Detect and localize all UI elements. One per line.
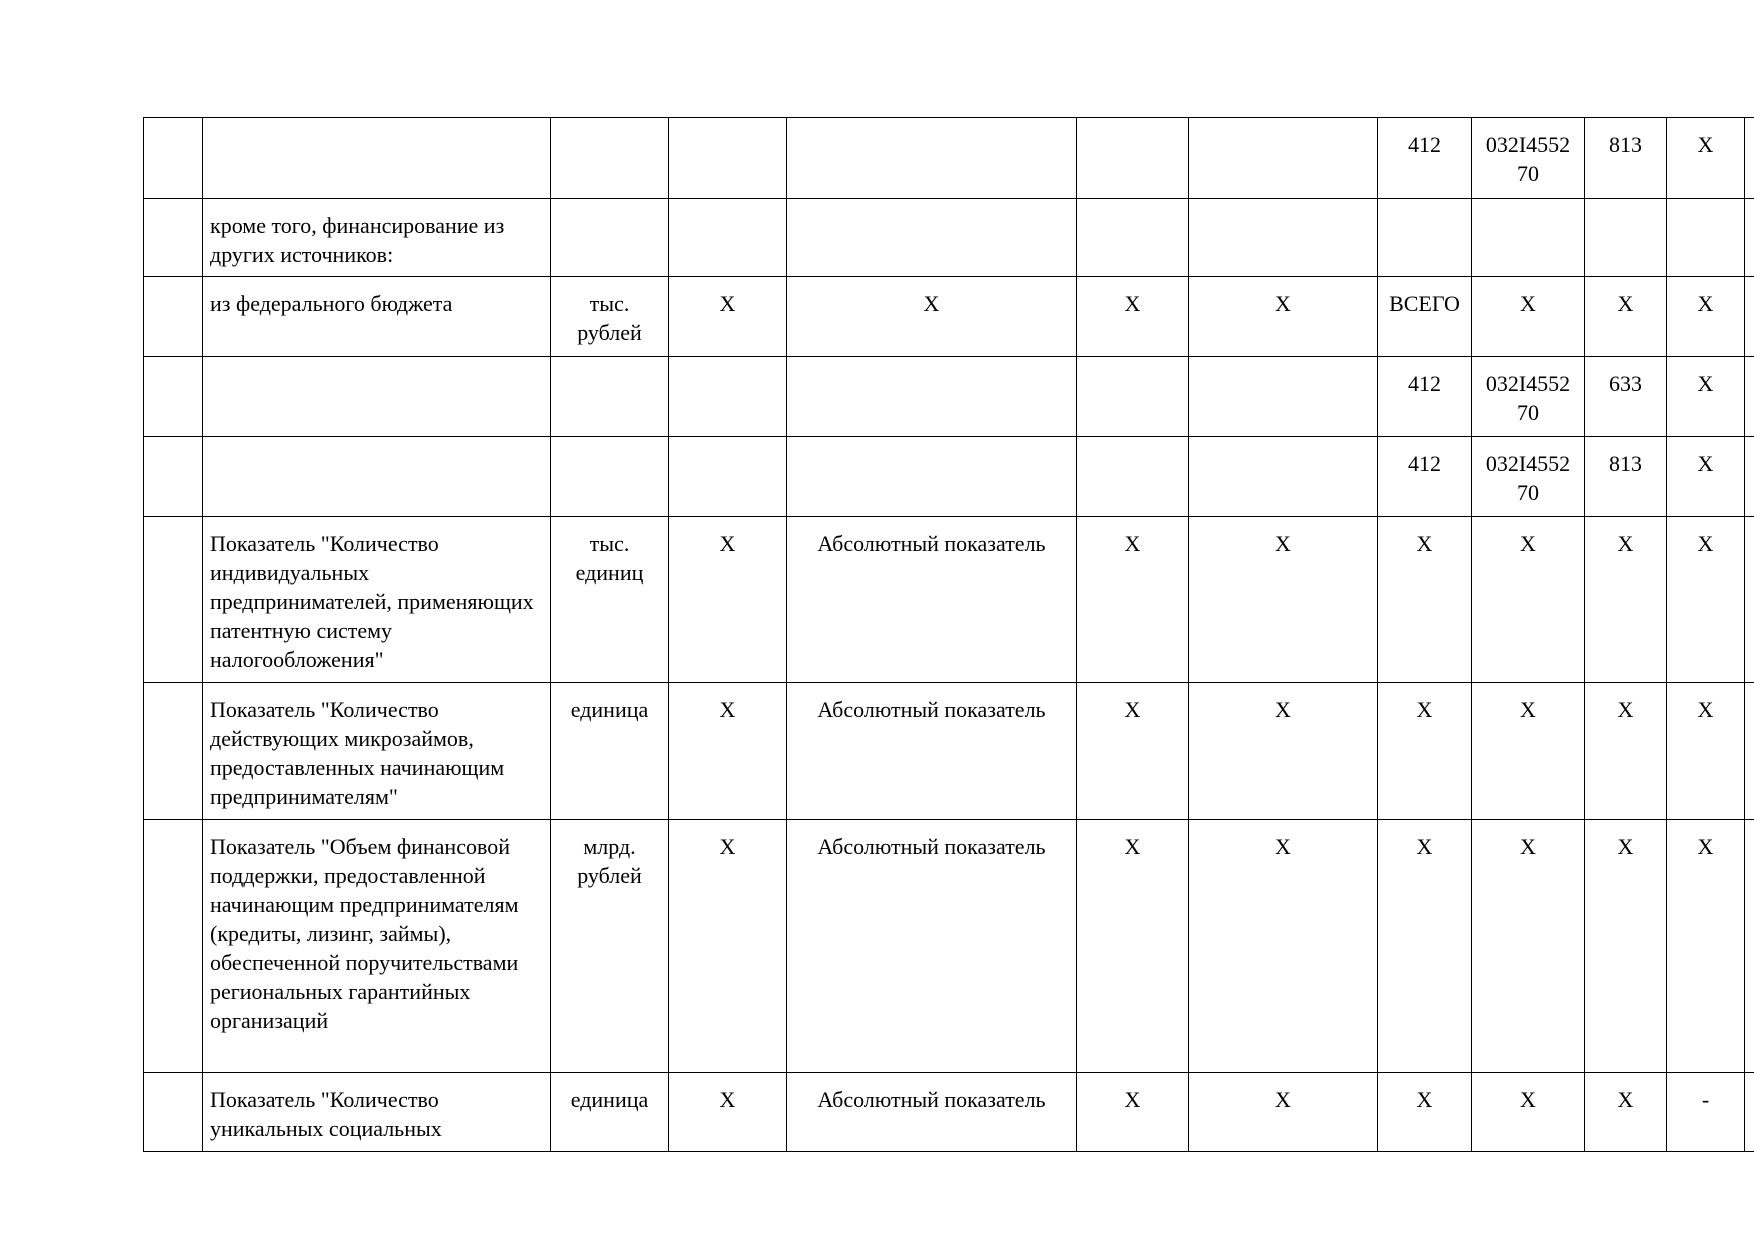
cell-c9: 813 [1585, 118, 1667, 199]
cell-num [144, 517, 203, 683]
cell-c7: 412 [1378, 357, 1472, 437]
cell-c7: X [1378, 1073, 1472, 1152]
cell-c8: X [1472, 517, 1585, 683]
cell-c10: X [1667, 357, 1745, 437]
cell-c3 [669, 357, 787, 437]
cell-c10: X [1667, 118, 1745, 199]
cell-c11 [1745, 1073, 1754, 1152]
cell-c3: X [669, 277, 787, 357]
cell-c5: X [1077, 277, 1189, 357]
cell-c9: 813 [1585, 437, 1667, 517]
cell-c5: X [1077, 820, 1189, 1073]
cell-name: Показатель "Количество действующих микрозаймов, предоставленных начинающим предпринимателям" [203, 683, 551, 820]
table-row [144, 199, 1754, 277]
cell-method [787, 357, 1077, 437]
cell-unit: млрд. рублей [551, 820, 669, 1073]
cell-c8: X [1472, 820, 1585, 1073]
cell-c6: X [1189, 517, 1378, 683]
cell-c6: X [1189, 277, 1378, 357]
cell-c7 [1378, 199, 1472, 277]
cell-unit [551, 118, 669, 199]
cell-c10: X [1667, 437, 1745, 517]
cell-method: Абсолютный показатель [787, 683, 1077, 820]
cell-c8: 032I4552 70 [1472, 437, 1585, 517]
cell-c5: X [1077, 683, 1189, 820]
cell-c3: X [669, 1073, 787, 1152]
cell-c7: X [1378, 517, 1472, 683]
cell-c3: X [669, 517, 787, 683]
table-row [144, 820, 1754, 1073]
cell-c9: X [1585, 1073, 1667, 1152]
cell-c3 [669, 437, 787, 517]
cell-unit [551, 357, 669, 437]
cell-c6: X [1189, 683, 1378, 820]
cell-c8 [1472, 199, 1585, 277]
cell-c6 [1189, 357, 1378, 437]
cell-method: Абсолютный показатель [787, 517, 1077, 683]
cell-c8: 032I4552 70 [1472, 118, 1585, 199]
cell-unit: тыс. рублей [551, 277, 669, 357]
cell-c5 [1077, 118, 1189, 199]
cell-c6 [1189, 118, 1378, 199]
cell-c10: X [1667, 820, 1745, 1073]
cell-c7: 412 [1378, 437, 1472, 517]
cell-c5 [1077, 357, 1189, 437]
cell-c9: X [1585, 277, 1667, 357]
cell-num [144, 199, 203, 277]
cell-unit: единица [551, 683, 669, 820]
cell-num [144, 820, 203, 1073]
cell-c10: - [1667, 1073, 1745, 1152]
cell-c10: X [1667, 683, 1745, 820]
cell-c7: X [1378, 683, 1472, 820]
cell-c11 [1745, 277, 1754, 357]
cell-method: Абсолютный показатель [787, 820, 1077, 1073]
cell-name [203, 118, 551, 199]
cell-c9 [1585, 199, 1667, 277]
data-table [143, 117, 1754, 1152]
cell-method [787, 437, 1077, 517]
cell-c9: X [1585, 820, 1667, 1073]
cell-c3 [669, 199, 787, 277]
table-row [144, 357, 1754, 437]
cell-c5 [1077, 437, 1189, 517]
cell-c3: X [669, 820, 787, 1073]
cell-num [144, 437, 203, 517]
cell-c6 [1189, 437, 1378, 517]
cell-c10 [1667, 199, 1745, 277]
cell-name [203, 437, 551, 517]
cell-c6: X [1189, 820, 1378, 1073]
cell-c10: X [1667, 517, 1745, 683]
cell-c7: ВСЕГО [1378, 277, 1472, 357]
table-row [144, 277, 1754, 357]
cell-c11 [1745, 683, 1754, 820]
cell-name [203, 357, 551, 437]
table-row [144, 118, 1754, 199]
cell-c11 [1745, 357, 1754, 437]
cell-name: Показатель "Количество индивидуальных предпринимателей, применяющих патентную систему налогообложения" [203, 517, 551, 683]
cell-c5 [1077, 199, 1189, 277]
cell-c9: 633 [1585, 357, 1667, 437]
cell-c8: 032I4552 70 [1472, 357, 1585, 437]
cell-unit [551, 199, 669, 277]
cell-c9: X [1585, 517, 1667, 683]
cell-c7: X [1378, 820, 1472, 1073]
cell-c11 [1745, 820, 1754, 1073]
cell-c5: X [1077, 517, 1189, 683]
cell-method [787, 118, 1077, 199]
cell-unit [551, 437, 669, 517]
cell-num [144, 357, 203, 437]
cell-unit: единица [551, 1073, 669, 1152]
cell-name: кроме того, финансирование из других источников: [203, 199, 551, 277]
cell-name: Показатель "Количество уникальных социальных [203, 1073, 551, 1152]
cell-c8: X [1472, 683, 1585, 820]
table-row [144, 517, 1754, 683]
cell-c8: X [1472, 1073, 1585, 1152]
cell-c11 [1745, 437, 1754, 517]
cell-c10: X [1667, 277, 1745, 357]
cell-num [144, 683, 203, 820]
cell-num [144, 277, 203, 357]
cell-name: Показатель "Объем финансовой поддержки, предоставленной начинающим предпринимателям (кредиты, лизинг, займы), обеспеченной поручительствами региональных гарантийных организаций [203, 820, 551, 1073]
cell-c6 [1189, 199, 1378, 277]
cell-c9: X [1585, 683, 1667, 820]
cell-c11 [1745, 517, 1754, 683]
cell-name: из федерального бюджета [203, 277, 551, 357]
cell-c11 [1745, 199, 1754, 277]
cell-num [144, 1073, 203, 1152]
cell-c8: X [1472, 277, 1585, 357]
cell-c6: X [1189, 1073, 1378, 1152]
cell-method: Абсолютный показатель [787, 1073, 1077, 1152]
cell-c3 [669, 118, 787, 199]
cell-c5: X [1077, 1073, 1189, 1152]
cell-c3: X [669, 683, 787, 820]
cell-num [144, 118, 203, 199]
cell-method [787, 199, 1077, 277]
cell-c7: 412 [1378, 118, 1472, 199]
table-row [144, 683, 1754, 820]
cell-c11 [1745, 118, 1754, 199]
table-row [144, 1073, 1754, 1152]
cell-unit: тыс. единиц [551, 517, 669, 683]
cell-method: X [787, 277, 1077, 357]
table-row [144, 437, 1754, 517]
